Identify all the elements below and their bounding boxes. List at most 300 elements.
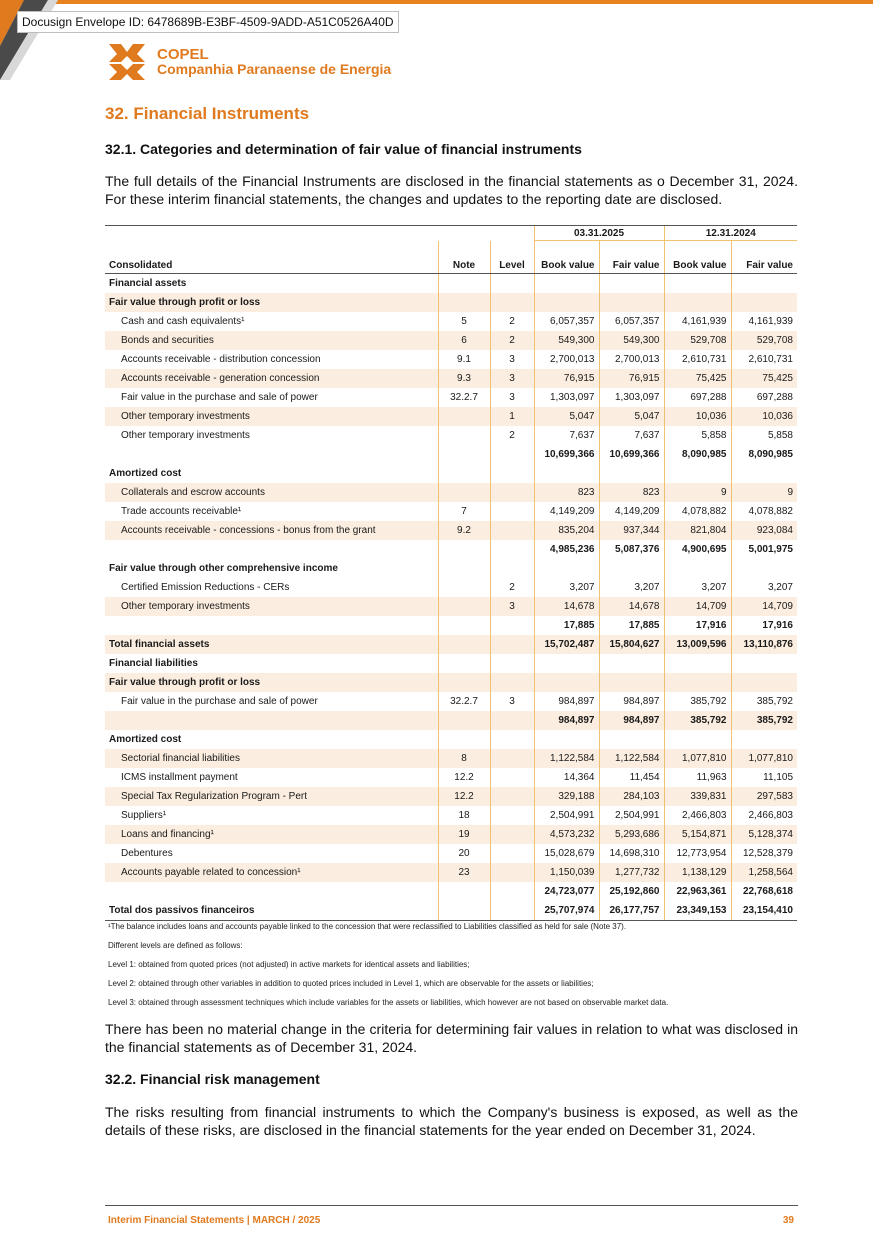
book-value-2024 — [664, 293, 731, 312]
book-value-2025: 15,028,679 — [534, 844, 599, 863]
row-note: 32.2.7 — [438, 692, 490, 711]
fair-value-2024: 5,858 — [731, 426, 797, 445]
footnote: Level 1: obtained from quoted prices (not adjusted) in active markets for identical assets and liabilities; — [108, 960, 470, 969]
table-row — [105, 635, 797, 654]
table-row — [105, 711, 797, 730]
row-label: Accounts receivable - generation concession — [105, 369, 438, 388]
book-value-2024: 10,036 — [664, 407, 731, 426]
row-label: Total financial assets — [105, 635, 438, 654]
book-value-2024: 11,963 — [664, 768, 731, 787]
table-row — [105, 350, 797, 369]
table-row — [105, 502, 797, 521]
footer-title: Interim Financial Statements | MARCH / 2025 — [108, 1215, 321, 1226]
row-label: Accounts receivable - distribution concession — [121, 354, 321, 365]
row-label: Fair value through profit or loss — [105, 293, 438, 312]
row-label: Fair value in the purchase and sale of power — [121, 696, 318, 707]
fair-value-2025: 2,504,991 — [599, 806, 664, 825]
row-label: Special Tax Regularization Program - Pert — [105, 787, 438, 806]
table-row — [105, 882, 797, 901]
row-level: 3 — [490, 692, 534, 711]
row-level — [490, 502, 534, 521]
book-value-2025: 14,364 — [534, 768, 599, 787]
fair-value-2025 — [599, 654, 664, 673]
book-value-2024: 1,077,810 — [664, 749, 731, 768]
row-label — [105, 445, 438, 464]
book-value-2025: 2,504,991 — [534, 806, 599, 825]
book-value-2024: 17,916 — [664, 616, 731, 635]
fair-value-2025: 937,344 — [599, 521, 664, 540]
row-level — [490, 540, 534, 559]
column-header: Book value — [534, 241, 599, 274]
period-header-current: 03.31.2025 — [534, 226, 664, 241]
row-note — [438, 445, 490, 464]
book-value-2024: 8,090,985 — [664, 445, 731, 464]
column-header: Fair value — [599, 241, 664, 274]
row-level — [490, 673, 534, 692]
fair-value-2024: 9 — [731, 483, 797, 502]
table-row — [105, 787, 797, 806]
row-label: Other temporary investments — [105, 407, 438, 426]
fair-value-2025 — [599, 274, 664, 294]
row-note — [438, 426, 490, 445]
fair-value-2024: 17,916 — [731, 616, 797, 635]
fair-value-2025 — [599, 559, 664, 578]
row-level — [490, 863, 534, 882]
row-level — [490, 445, 534, 464]
row-note: 9.2 — [438, 521, 490, 540]
table-row — [105, 654, 797, 673]
book-value-2025: 76,915 — [534, 369, 599, 388]
book-value-2025: 5,047 — [534, 407, 599, 426]
row-note — [438, 293, 490, 312]
fair-value-2024 — [731, 559, 797, 578]
fair-value-2025: 2,700,013 — [599, 350, 664, 369]
row-level — [490, 882, 534, 901]
fair-value-2024 — [731, 274, 797, 294]
book-value-2024: 339,831 — [664, 787, 731, 806]
fair-value-2024: 22,768,618 — [731, 882, 797, 901]
copel-logo — [107, 42, 391, 82]
row-label: Fair value through other comprehensive income — [109, 563, 338, 574]
book-value-2025 — [534, 654, 599, 673]
book-value-2024: 5,858 — [664, 426, 731, 445]
row-note: 19 — [438, 825, 490, 844]
book-value-2024: 697,288 — [664, 388, 731, 407]
row-level — [490, 806, 534, 825]
book-value-2024: 821,804 — [664, 521, 731, 540]
table-row — [105, 388, 797, 407]
row-level: 2 — [490, 312, 534, 331]
column-header: Note — [438, 241, 490, 274]
row-label — [105, 616, 438, 635]
book-value-2024: 385,792 — [664, 711, 731, 730]
row-label: Cash and cash equivalents¹ — [121, 316, 245, 327]
fair-value-2024: 2,466,803 — [731, 806, 797, 825]
row-label — [105, 711, 438, 730]
section-title: 32. Financial Instruments — [105, 104, 310, 123]
row-level — [490, 711, 534, 730]
docusign-envelope-id: Docusign Envelope ID: 6478689B-E3BF-4509-9ADD-A51C0526A40D — [17, 11, 399, 33]
row-level — [490, 635, 534, 654]
fair-value-2024: 385,792 — [731, 692, 797, 711]
fair-value-2025: 17,885 — [599, 616, 664, 635]
closing-paragraph: There has been no material change in the criteria for determining fair values in relation to what was disclosed in the financial statements as of December 31, 2024. — [105, 1021, 798, 1055]
table-row — [105, 407, 797, 426]
fair-value-2025: 284,103 — [599, 787, 664, 806]
book-value-2024 — [664, 464, 731, 483]
row-label — [105, 882, 438, 901]
row-note — [438, 730, 490, 749]
fair-value-2025: 5,293,686 — [599, 825, 664, 844]
table-row — [105, 578, 797, 597]
book-value-2024 — [664, 673, 731, 692]
footnote: ¹The balance includes loans and accounts payable linked to the concession that were reclassified to Liabilities classified as held for sale (Note 37). — [108, 922, 627, 931]
fair-value-2025: 26,177,757 — [599, 901, 664, 921]
fair-value-2025: 549,300 — [599, 331, 664, 350]
row-note — [438, 540, 490, 559]
fair-value-2025: 14,678 — [599, 597, 664, 616]
row-note — [438, 635, 490, 654]
fair-value-2024 — [731, 293, 797, 312]
row-label: Sectorial financial liabilities — [105, 749, 438, 768]
row-level — [490, 749, 534, 768]
row-label: Total dos passivos financeiros — [105, 901, 438, 921]
row-label: Bonds and securities — [105, 331, 438, 350]
fair-value-2025 — [599, 464, 664, 483]
logo-subtitle: Companhia Paranaense de Energia — [157, 61, 392, 77]
row-level — [490, 787, 534, 806]
fair-value-2025 — [599, 730, 664, 749]
book-value-2025 — [534, 559, 599, 578]
row-note: 12.2 — [438, 768, 490, 787]
fair-value-2025: 10,699,366 — [599, 445, 664, 464]
logo-name: COPEL — [157, 46, 209, 63]
fair-value-2024: 923,084 — [731, 521, 797, 540]
book-value-2024: 2,466,803 — [664, 806, 731, 825]
book-value-2025: 984,897 — [534, 711, 599, 730]
column-header: Consolidated — [105, 241, 438, 274]
table-footnotes — [108, 917, 808, 1012]
table-row — [105, 559, 797, 578]
row-label: Financial liabilities — [109, 658, 198, 669]
fair-value-2025: 1,277,732 — [599, 863, 664, 882]
fair-value-2025: 984,897 — [599, 711, 664, 730]
book-value-2024: 2,610,731 — [664, 350, 731, 369]
book-value-2024: 5,154,871 — [664, 825, 731, 844]
row-note: 20 — [438, 844, 490, 863]
row-label: Fair value in the purchase and sale of power — [121, 392, 318, 403]
book-value-2024 — [664, 274, 731, 294]
table-row — [105, 445, 797, 464]
book-value-2025: 6,057,357 — [534, 312, 599, 331]
row-note — [438, 559, 490, 578]
fair-value-2024: 3,207 — [731, 578, 797, 597]
fair-value-2024: 5,128,374 — [731, 825, 797, 844]
book-value-2024 — [664, 730, 731, 749]
row-level: 2 — [490, 578, 534, 597]
fair-value-2025: 823 — [599, 483, 664, 502]
row-note — [438, 483, 490, 502]
table-row — [105, 616, 797, 635]
financial-instruments-table — [105, 225, 797, 921]
row-note: 9.1 — [438, 350, 490, 369]
book-value-2025: 17,885 — [534, 616, 599, 635]
row-note: 12.2 — [438, 787, 490, 806]
row-note: 6 — [438, 331, 490, 350]
top-accent-bar — [0, 0, 873, 4]
row-label: Amortized cost — [109, 734, 182, 745]
column-header: Book value — [664, 241, 731, 274]
table-row — [105, 312, 797, 331]
row-level — [490, 825, 534, 844]
row-level: 3 — [490, 350, 534, 369]
row-level: 3 — [490, 369, 534, 388]
row-note — [438, 597, 490, 616]
book-value-2025: 835,204 — [534, 521, 599, 540]
fair-value-2025 — [599, 673, 664, 692]
fair-value-2025: 15,804,627 — [599, 635, 664, 654]
row-label: Other temporary investments — [121, 430, 250, 441]
row-level — [490, 274, 534, 294]
fair-value-2025: 14,698,310 — [599, 844, 664, 863]
book-value-2025: 7,637 — [534, 426, 599, 445]
fair-value-2024 — [731, 730, 797, 749]
row-note: 9.3 — [438, 369, 490, 388]
fair-value-2024: 4,078,882 — [731, 502, 797, 521]
fair-value-2024: 75,425 — [731, 369, 797, 388]
book-value-2025: 2,700,013 — [534, 350, 599, 369]
column-header: Level — [490, 241, 534, 274]
row-level — [490, 521, 534, 540]
row-label — [105, 540, 438, 559]
risk-paragraph: The risks resulting from financial instruments to which the Company's business is exposed, as well as the details of these risks, are disclosed in the financial statements for the year ended on December 31, 2024. — [105, 1104, 798, 1138]
row-level — [490, 483, 534, 502]
table-row — [105, 331, 797, 350]
fair-value-2024: 1,077,810 — [731, 749, 797, 768]
fair-value-2024: 529,708 — [731, 331, 797, 350]
fair-value-2024: 2,610,731 — [731, 350, 797, 369]
fair-value-2025: 3,207 — [599, 578, 664, 597]
row-label: Accounts payable related to concession¹ — [105, 863, 438, 882]
book-value-2025 — [534, 274, 599, 294]
book-value-2024: 4,161,939 — [664, 312, 731, 331]
book-value-2024: 4,078,882 — [664, 502, 731, 521]
book-value-2025: 14,678 — [534, 597, 599, 616]
fair-value-2024 — [731, 673, 797, 692]
fair-value-2025: 25,192,860 — [599, 882, 664, 901]
table-row — [105, 768, 797, 787]
book-value-2025: 15,702,487 — [534, 635, 599, 654]
fair-value-2025: 6,057,357 — [599, 312, 664, 331]
row-label: Loans and financing¹ — [105, 825, 438, 844]
fair-value-2025: 1,303,097 — [599, 388, 664, 407]
book-value-2025: 4,985,236 — [534, 540, 599, 559]
row-label: Accounts receivable - concessions - bonus from the grant — [105, 521, 438, 540]
book-value-2024 — [664, 654, 731, 673]
row-note — [438, 407, 490, 426]
book-value-2025 — [534, 464, 599, 483]
book-value-2024: 23,349,153 — [664, 901, 731, 921]
row-note: 7 — [438, 502, 490, 521]
book-value-2025: 4,573,232 — [534, 825, 599, 844]
row-label: ICMS installment payment — [121, 772, 238, 783]
row-label: Collaterals and escrow accounts — [105, 483, 438, 502]
book-value-2025: 984,897 — [534, 692, 599, 711]
row-level: 2 — [490, 426, 534, 445]
row-note — [438, 464, 490, 483]
row-label: Debentures — [121, 848, 173, 859]
row-level — [490, 654, 534, 673]
fair-value-2024 — [731, 464, 797, 483]
book-value-2024: 9 — [664, 483, 731, 502]
row-label: Trade accounts receivable¹ — [121, 506, 242, 517]
book-value-2024: 3,207 — [664, 578, 731, 597]
book-value-2024: 1,138,129 — [664, 863, 731, 882]
book-value-2025: 1,150,039 — [534, 863, 599, 882]
table-row — [105, 293, 797, 312]
table-row — [105, 464, 797, 483]
fair-value-2024: 12,528,379 — [731, 844, 797, 863]
row-level: 2 — [490, 331, 534, 350]
table-row — [105, 806, 797, 825]
book-value-2024: 12,773,954 — [664, 844, 731, 863]
row-label: Fair value through profit or loss — [105, 673, 438, 692]
row-note — [438, 882, 490, 901]
row-note — [438, 578, 490, 597]
fair-value-2024: 8,090,985 — [731, 445, 797, 464]
row-note — [438, 274, 490, 294]
book-value-2024: 4,900,695 — [664, 540, 731, 559]
table-row — [105, 844, 797, 863]
row-level: 1 — [490, 407, 534, 426]
row-level — [490, 464, 534, 483]
row-note — [438, 654, 490, 673]
book-value-2024: 75,425 — [664, 369, 731, 388]
book-value-2025 — [534, 293, 599, 312]
table-row — [105, 483, 797, 502]
fair-value-2024: 5,001,975 — [731, 540, 797, 559]
book-value-2025: 4,149,209 — [534, 502, 599, 521]
fair-value-2025: 1,122,584 — [599, 749, 664, 768]
footer-divider — [105, 1205, 798, 1206]
book-value-2025: 25,707,974 — [534, 901, 599, 921]
book-value-2025: 823 — [534, 483, 599, 502]
row-label: Amortized cost — [109, 468, 182, 479]
row-level — [490, 844, 534, 863]
footnote: Level 3: obtained through assessment techniques which include variables for the assets or liabilities, which however are not based on observable market data. — [108, 998, 669, 1007]
intro-paragraph: The full details of the Financial Instruments are disclosed in the financial statements as o December 31, 2024. For these interim financial statements, the changes and updates to the reporting date are disclosed. — [105, 173, 798, 207]
fair-value-2024: 11,105 — [731, 768, 797, 787]
row-label: Financial assets — [109, 278, 187, 289]
period-header-prior: 12.31.2024 — [664, 226, 797, 241]
row-level — [490, 293, 534, 312]
fair-value-2024: 23,154,410 — [731, 901, 797, 921]
fair-value-2025: 11,454 — [599, 768, 664, 787]
row-level: 3 — [490, 597, 534, 616]
book-value-2024 — [664, 559, 731, 578]
book-value-2025: 549,300 — [534, 331, 599, 350]
book-value-2025: 329,188 — [534, 787, 599, 806]
fair-value-2024: 4,161,939 — [731, 312, 797, 331]
fair-value-2024: 13,110,876 — [731, 635, 797, 654]
row-label: Other temporary investments — [105, 597, 438, 616]
table-row — [105, 692, 797, 711]
table-row — [105, 540, 797, 559]
book-value-2025 — [534, 673, 599, 692]
fair-value-2025: 76,915 — [599, 369, 664, 388]
fair-value-2024: 297,583 — [731, 787, 797, 806]
book-value-2024: 14,709 — [664, 597, 731, 616]
row-level: 3 — [490, 388, 534, 407]
table-row — [105, 274, 797, 294]
book-value-2025 — [534, 730, 599, 749]
table-row — [105, 730, 797, 749]
row-note: 5 — [438, 312, 490, 331]
book-value-2025: 24,723,077 — [534, 882, 599, 901]
footnote: Level 2: obtained through other variables in addition to quoted prices included in Level 1, which are observable for the assets or liabilities; — [108, 979, 594, 988]
table-row — [105, 863, 797, 882]
fair-value-2025: 5,087,376 — [599, 540, 664, 559]
book-value-2025: 1,122,584 — [534, 749, 599, 768]
table-row — [105, 426, 797, 445]
row-level — [490, 768, 534, 787]
book-value-2024: 385,792 — [664, 692, 731, 711]
book-value-2025: 10,699,366 — [534, 445, 599, 464]
row-label: Certified Emission Reductions - CERs — [121, 582, 290, 593]
book-value-2024: 13,009,596 — [664, 635, 731, 654]
table-row — [105, 597, 797, 616]
row-note: 23 — [438, 863, 490, 882]
row-label: Suppliers¹ — [121, 810, 167, 821]
book-value-2025: 1,303,097 — [534, 388, 599, 407]
fair-value-2025: 984,897 — [599, 692, 664, 711]
book-value-2025: 3,207 — [534, 578, 599, 597]
subsection-title: 32.1. Categories and determination of fair value of financial instruments — [105, 141, 582, 157]
page-number: 39 — [782, 1215, 794, 1226]
fair-value-2024: 10,036 — [731, 407, 797, 426]
table-row — [105, 369, 797, 388]
row-level — [490, 730, 534, 749]
footnote: Different levels are defined as follows: — [108, 941, 243, 950]
fair-value-2024 — [731, 654, 797, 673]
fair-value-2024: 697,288 — [731, 388, 797, 407]
fair-value-2024: 385,792 — [731, 711, 797, 730]
table-row — [105, 749, 797, 768]
book-value-2024: 529,708 — [664, 331, 731, 350]
subsection-title-risk: 32.2. Financial risk management — [105, 1071, 320, 1087]
fair-value-2024: 1,258,564 — [731, 863, 797, 882]
fair-value-2025: 4,149,209 — [599, 502, 664, 521]
row-note — [438, 711, 490, 730]
table-row — [105, 673, 797, 692]
fair-value-2025 — [599, 293, 664, 312]
row-level — [490, 559, 534, 578]
copel-logo-icon — [107, 42, 149, 82]
table-row — [105, 521, 797, 540]
fair-value-2025: 5,047 — [599, 407, 664, 426]
row-note: 8 — [438, 749, 490, 768]
fair-value-2025: 7,637 — [599, 426, 664, 445]
column-header: Fair value — [731, 241, 797, 274]
row-note: 32.2.7 — [438, 388, 490, 407]
row-level — [490, 616, 534, 635]
row-note: 18 — [438, 806, 490, 825]
row-note — [438, 673, 490, 692]
book-value-2024: 22,963,361 — [664, 882, 731, 901]
table-row — [105, 825, 797, 844]
row-note — [438, 616, 490, 635]
fair-value-2024: 14,709 — [731, 597, 797, 616]
